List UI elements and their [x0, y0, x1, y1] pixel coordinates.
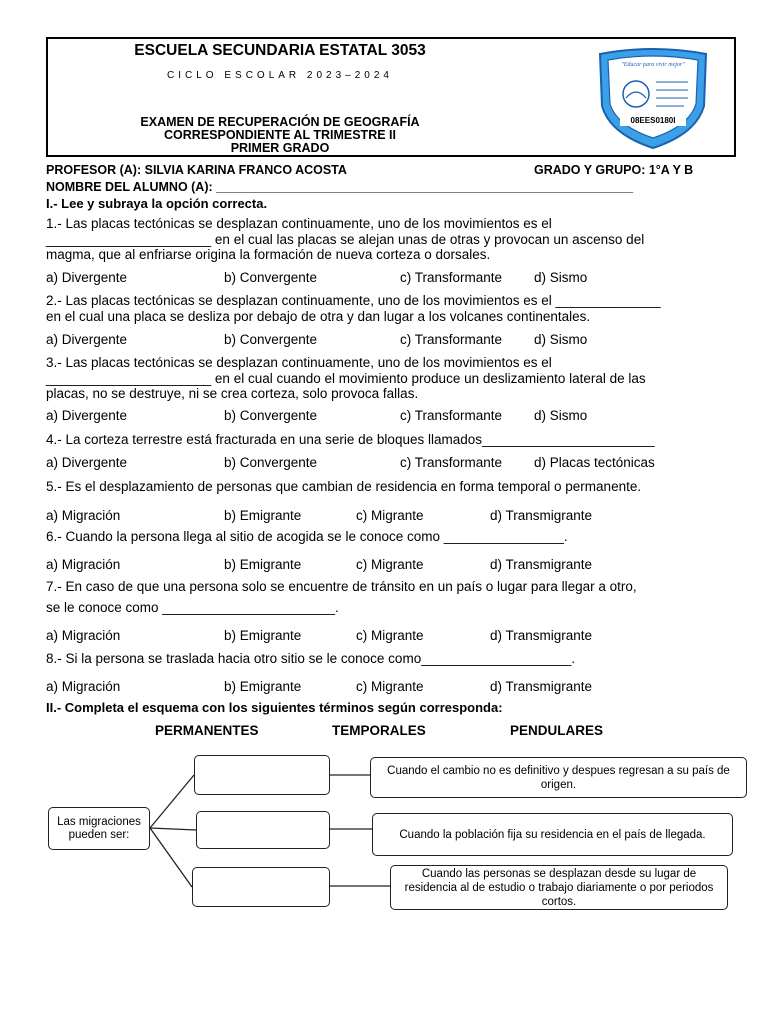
q7-option-a[interactable]: a) Migración — [46, 628, 121, 643]
q3-option-c[interactable]: c) Transformante — [400, 408, 503, 423]
q1-option-c[interactable]: c) Transformante — [400, 270, 503, 285]
q2-option-b[interactable]: b) Convergente — [224, 332, 318, 347]
question-6-line1: 6.- Cuando la persona llega al sitio de acogida se le conoce como ________________. — [46, 529, 568, 544]
answer-box-3[interactable] — [192, 867, 330, 907]
exam-title-line2: CORRESPONDIENTE AL TRIMESTRE II — [164, 128, 396, 142]
q6-option-b[interactable]: b) Emigrante — [224, 557, 302, 572]
logo-motto: "Educar para vivir mejor" — [621, 62, 685, 68]
question-3-line2: ______________________ en el cual cuando el movimiento produce un deslizamiento lateral de las — [46, 371, 646, 386]
question-3-line1: 3.- Las placas tectónicas se desplazan continuamente, uno de los movimientos es el — [46, 355, 552, 370]
question-1-line2: ______________________ en el cual las placas se alejan unas de otras y provocan un ascenso del — [46, 232, 645, 247]
q5-option-b[interactable]: b) Emigrante — [224, 508, 302, 523]
q1-option-a[interactable]: a) Divergente — [46, 270, 128, 285]
question-7-line2: se le conoce como _______________________. — [46, 600, 339, 615]
q4-option-b[interactable]: b) Convergente — [224, 455, 318, 470]
answer-box-1[interactable] — [194, 755, 330, 795]
exam-title-line3: PRIMER GRADO — [230, 141, 330, 155]
question-5-line1: 5.- Es el desplazamiento de personas que cambian de residencia en forma temporal o permanente. — [46, 479, 642, 494]
school-name: ESCUELA SECUNDARIA ESTATAL 3053 — [134, 42, 426, 59]
q5-option-a[interactable]: a) Migración — [46, 508, 121, 523]
q2-option-d[interactable]: d) Sismo — [534, 332, 588, 347]
q4-option-c[interactable]: c) Transformante — [400, 455, 503, 470]
description-box-2: Cuando la población fija su residencia en el país de llegada. — [372, 813, 733, 856]
grade-group: GRADO Y GRUPO: 1°A Y B — [534, 163, 694, 177]
exam-title-line1: EXAMEN DE RECUPERACIÓN DE GEOGRAFÍA — [140, 115, 420, 129]
school-cycle: CICLO ESCOLAR 2023–2024 — [167, 70, 393, 81]
q5-option-d[interactable]: d) Transmigrante — [490, 508, 593, 523]
question-7-line1: 7.- En caso de que una persona solo se encuentre de tránsito en un país o lugar para llegar a otro, — [46, 579, 637, 594]
question-2-line1: 2.- Las placas tectónicas se desplazan continuamente, uno de los movimientos es el ______________ — [46, 293, 661, 308]
question-2-line2: en el cual una placa se desliza por debajo de otra y dan lugar a los volcanes continentales. — [46, 309, 591, 324]
q2-option-c[interactable]: c) Transformante — [400, 332, 503, 347]
q6-option-d[interactable]: d) Transmigrante — [490, 557, 593, 572]
q6-option-a[interactable]: a) Migración — [46, 557, 121, 572]
q8-option-c[interactable]: c) Migrante — [356, 679, 424, 694]
q3-option-a[interactable]: a) Divergente — [46, 408, 128, 423]
student-name-field[interactable]: NOMBRE DEL ALUMNO (A): ____________________________________________________________ — [46, 180, 634, 194]
q1-option-b[interactable]: b) Convergente — [224, 270, 318, 285]
migrations-root-box: Las migraciones pueden ser: — [48, 807, 150, 850]
description-box-1: Cuando el cambio no es definitivo y despues regresan a su país de origen. — [370, 757, 747, 798]
q4-option-a[interactable]: a) Divergente — [46, 455, 128, 470]
question-8-line1: 8.- Si la persona se traslada hacia otro sitio se le conoce como____________________. — [46, 651, 576, 666]
question-3-line3: placas, no se destruye, ni se crea corteza, solo provoca fallas. — [46, 386, 419, 401]
term-permanentes: PERMANENTES — [155, 723, 259, 738]
section1-title: I.- Lee y subraya la opción correcta. — [46, 196, 268, 211]
question-1-line3: magma, que al enfriarse origina la formación de nueva corteza o dorsales. — [46, 247, 491, 262]
school-shield-logo — [596, 46, 710, 150]
q8-option-b[interactable]: b) Emigrante — [224, 679, 302, 694]
q8-option-d[interactable]: d) Transmigrante — [490, 679, 593, 694]
q5-option-c[interactable]: c) Migrante — [356, 508, 424, 523]
q3-option-d[interactable]: d) Sismo — [534, 408, 588, 423]
q7-option-c[interactable]: c) Migrante — [356, 628, 424, 643]
term-temporales: TEMPORALES — [332, 723, 426, 738]
answer-box-2[interactable] — [196, 811, 330, 849]
q1-option-d[interactable]: d) Sismo — [534, 270, 588, 285]
q6-option-c[interactable]: c) Migrante — [356, 557, 424, 572]
q4-option-d[interactable]: d) Placas tectónicas — [534, 455, 655, 470]
q2-option-a[interactable]: a) Divergente — [46, 332, 128, 347]
teacher-name: PROFESOR (A): SILVIA KARINA FRANCO ACOSTA — [46, 163, 347, 177]
description-box-3: Cuando las personas se desplazan desde su lugar de residencia al de estudio o trabajo diariamente o por periodos cortos. — [390, 865, 728, 910]
q7-option-d[interactable]: d) Transmigrante — [490, 628, 593, 643]
q3-option-b[interactable]: b) Convergente — [224, 408, 318, 423]
question-4-line1: 4.- La corteza terrestre está fracturada en una serie de bloques llamados_______________________ — [46, 432, 655, 447]
section2-title: II.- Completa el esquema con los siguientes términos según corresponda: — [46, 700, 503, 715]
logo-code: 08EES0180I — [630, 116, 676, 125]
q7-option-b[interactable]: b) Emigrante — [224, 628, 302, 643]
q8-option-a[interactable]: a) Migración — [46, 679, 121, 694]
term-pendulares: PENDULARES — [510, 723, 604, 738]
question-1-line1: 1.- Las placas tectónicas se desplazan continuamente, uno de los movimientos es el — [46, 216, 552, 231]
